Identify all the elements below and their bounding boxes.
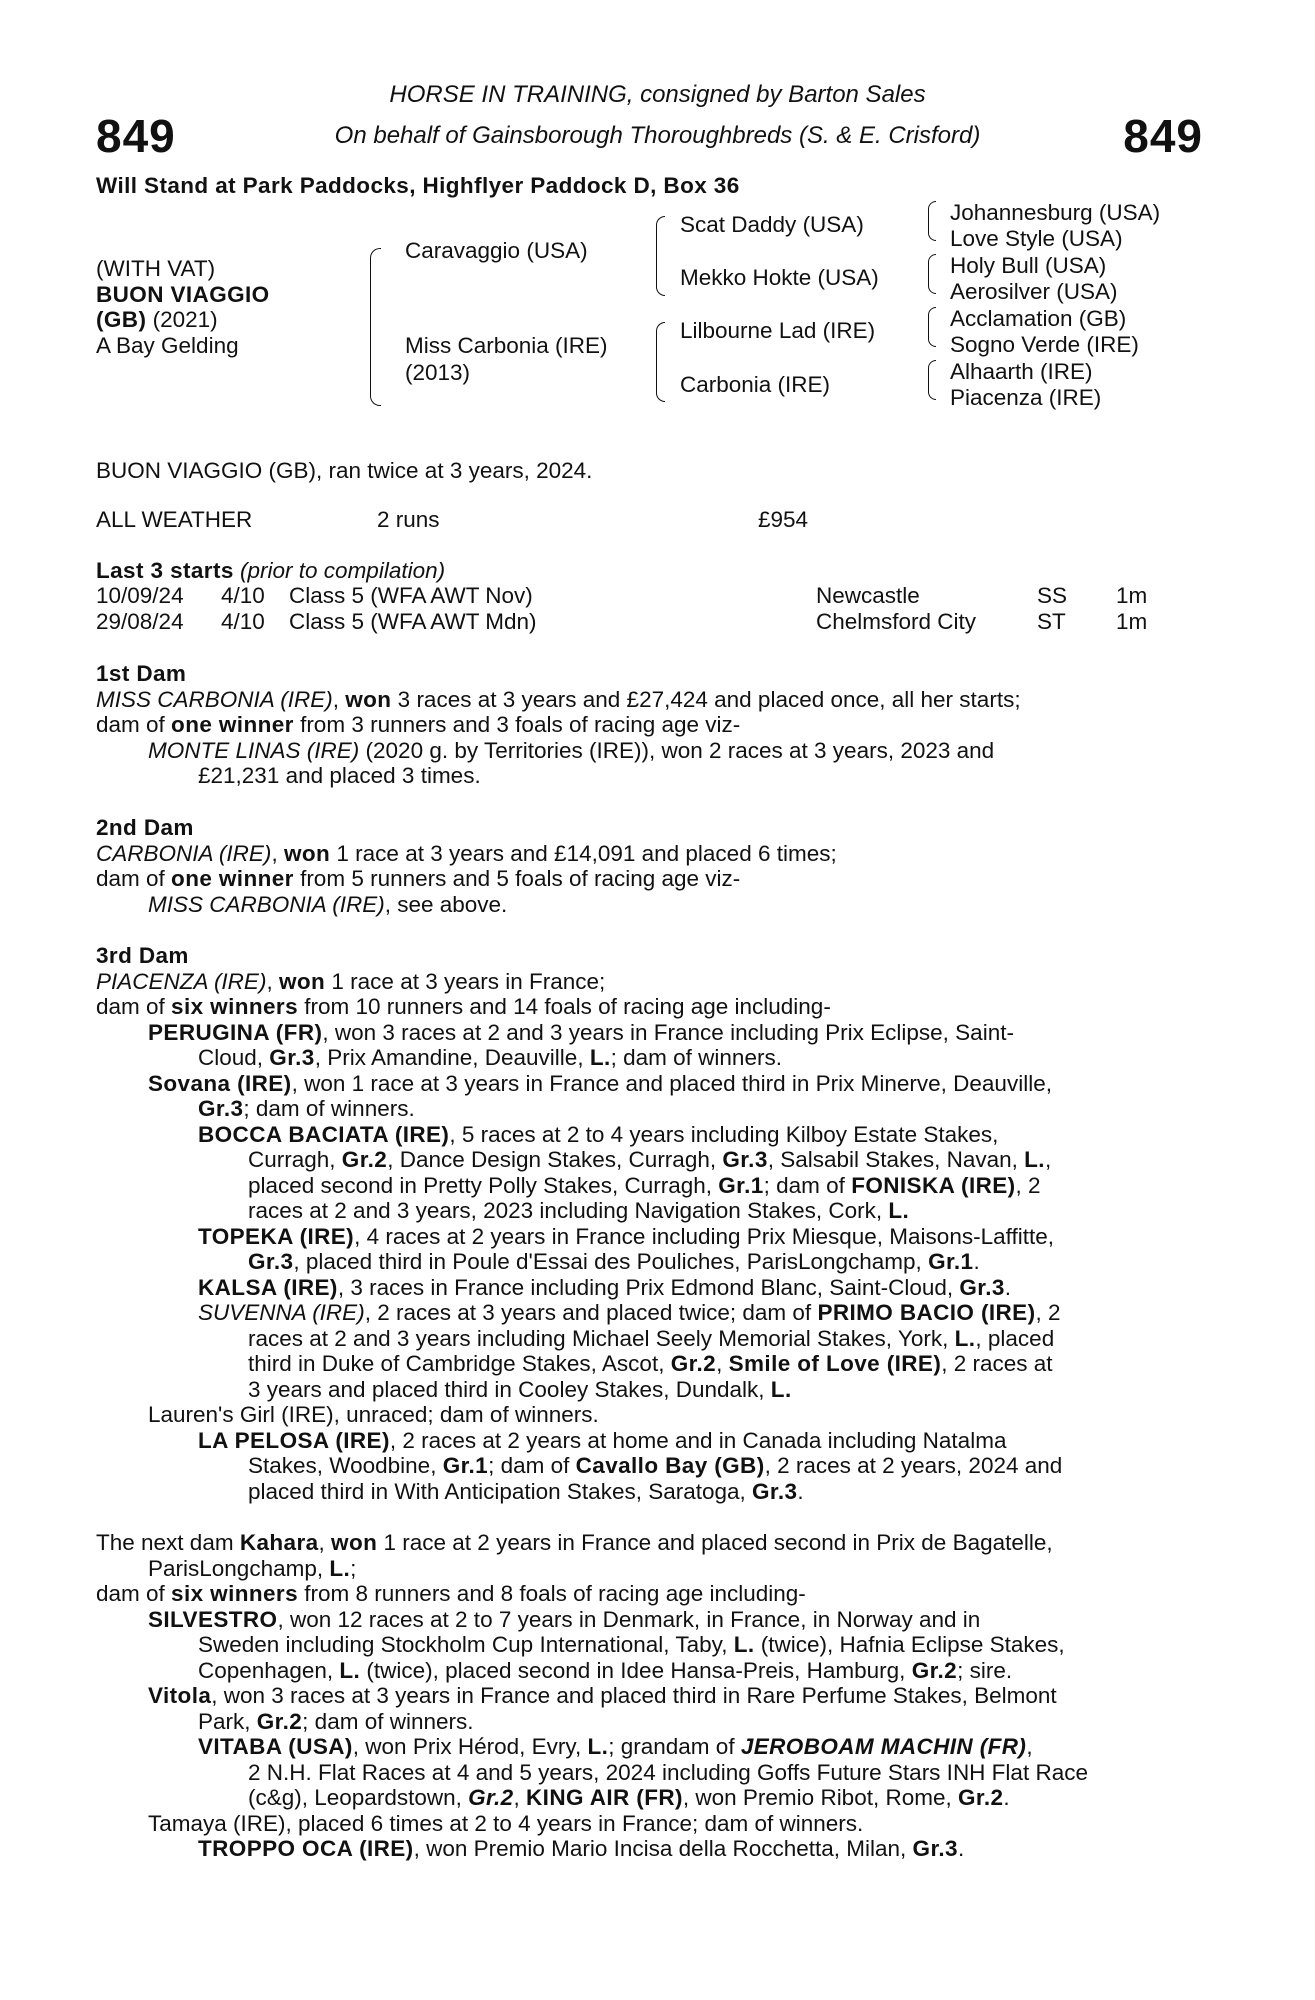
start-race: Class 5 (WFA AWT Mdn) [289, 609, 537, 634]
pedigree-dam-sire: Lilbourne Lad (IRE) [680, 318, 876, 343]
pedigree-brace-main [370, 248, 381, 406]
stand-location: Will Stand at Park Paddocks, Highflyer Paddock D, Box 36 [96, 173, 740, 198]
gen3-4: Aerosilver (USA) [950, 279, 1118, 304]
sale-title: HORSE IN TRAINING, consigned by Barton Sales [389, 81, 926, 108]
start-course: Chelmsford City [816, 609, 977, 634]
pedigree-dam-dam: Carbonia (IRE) [680, 372, 831, 397]
gen3-8: Piacenza (IRE) [950, 385, 1102, 410]
horse-year: (2021) [152, 307, 218, 332]
second-dam-section: 2nd Dam CARBONIA (IRE), won 1 race at 3 years and £14,091 and placed 6 times; dam of one winner from 5 runners and 5 foals of racing age viz- MISS CARBONIA (IRE), see above. [96, 815, 1200, 917]
second-dam-heading: 2nd Dam [96, 815, 194, 840]
start-going: SS [1037, 583, 1068, 608]
horse-description: A Bay Gelding [96, 332, 239, 358]
pedigree-dam: Miss Carbonia (IRE) [405, 333, 608, 358]
horse-name: BUON VIAGGIO [96, 281, 270, 307]
start-distance: 1m [1116, 609, 1148, 634]
sire-brace [656, 216, 665, 296]
start-course: Newcastle [816, 583, 920, 608]
gen3-3: Holy Bull (USA) [950, 253, 1107, 278]
gen3-2: Love Style (USA) [950, 226, 1123, 251]
gen3-1: Johannesburg (USA) [950, 200, 1161, 225]
pedigree-dam-year: (2013) [405, 360, 471, 385]
dam-brace [656, 322, 665, 402]
first-dam-section: 1st Dam MISS CARBONIA (IRE), won 3 races at 3 years and £27,424 and placed once, all her starts; dam of one winner from 3 runners and 3 foals of racing age viz- MONTE LINAS (IRE) (2020 g. by Territories (IRE)), won 2 races at 3 years, 2023 and £21,231 and placed 3 times. [96, 661, 1200, 789]
lot-number-left: 849 [96, 110, 176, 162]
start-going: ST [1037, 609, 1066, 634]
third-dam-heading: 3rd Dam [96, 943, 189, 968]
pedigree-sire-dam: Mekko Hokte (USA) [680, 265, 879, 290]
pedigree-sire: Caravaggio (USA) [405, 238, 588, 263]
lot-number-right: 849 [1123, 110, 1203, 162]
start-race: Class 5 (WFA AWT Nov) [289, 583, 533, 608]
start-position: 4/10 [221, 609, 265, 634]
next-dam-section: The next dam Kahara, won 1 race at 2 years in France and placed second in Prix de Bagatelle, ParisLongchamp, L.; dam of six winners from 8 runners and 8 foals of racing age including- SILVESTRO, won 12 races at 2 to 7 years in Denmark, in France, in Norway and in Sweden including Stockholm Cup International, Taby, L. (twice), Hafnia Eclipse Stakes, Copenhagen, L. (twice), placed second in Idee Hansa-Preis, Hamburg, Gr.2; sire. Vitola, won 3 races at 3 years in France and placed third in Rare Perfume Stakes, Belmont Park, Gr.2; dam of winners. VITABA (USA), won Prix Hérod, Evry, L.; grandam of JEROBOAM MACHIN (FR), 2 N.H. Flat Races at 4 and 5 years, 2024 including Goffs Future Stars INH Flat Race (c&g), Leopardstown, Gr.2, KING AIR (FR), won Premio Ribot, Rome, Gr.2. Tamaya (IRE), placed 6 times at 2 to 4 years in France; dam of winners. TROPPO OCA (IRE), won Premio Mario Incisa della Rocchetta, Milan, Gr.3. [96, 1530, 1088, 1861]
record-surface: ALL WEATHER [96, 507, 253, 532]
last-starts-heading: Last 3 starts (prior to compilation) [96, 558, 446, 583]
gen3-brace-4 [928, 360, 936, 400]
gen3-7: Alhaarth (IRE) [950, 359, 1093, 384]
vat-label: (WITH VAT) [96, 256, 216, 281]
third-dam-section: 3rd Dam PIACENZA (IRE), won 1 race at 3 years in France; dam of six winners from 10 runners and 14 foals of racing age including- PERUGINA (FR), won 3 races at 2 and 3 years in France including Prix Eclipse, Saint- Cloud, Gr.3, Prix Amandine, Deauville, L.; dam of winners. Sovana (IRE), won 1 race at 3 years in France and placed third in Prix Minerve, Deauville, Gr.3; dam of winners. BOCCA BACIATA (IRE), 5 races at 2 to 4 years including Kilboy Estate Stakes, Curragh, Gr.2, Dance Design Stakes, Curragh, Gr.3, Salsabil Stakes, Navan, L., placed second in Pretty Polly Stakes, Curragh, Gr.1; dam of FONISKA (IRE), 2 races at 2 and 3 years, 2023 including Navigation Stakes, Cork, L. TOPEKA (IRE), 4 races at 2 years in France including Prix Miesque, Maisons-Laffitte, Gr.3, placed third in Poule d'Essai des Pouliches, ParisLongchamp, Gr.1. KALSA (IRE), 3 races in France including Prix Edmond Blanc, Saint-Cloud, Gr.3. SUVENNA (IRE), 2 races at 3 years and placed twice; dam of PRIMO BACIO (IRE), 2 races at 2 and 3 years including Michael Seely Memorial Stakes, York, L., placed third in Duke of Cambridge Stakes, Ascot, Gr.2, Smile of Love (IRE), 2 races at 3 years and placed third in Cooley Stakes, Dundalk, L. Lauren's Girl (IRE), unraced; dam of winners. LA PELOSA (IRE), 2 races at 2 years at home and in Canada including Natalma Stakes, Woodbine, Gr.1; dam of Cavallo Bay (GB), 2 races at 2 years, 2024 and placed third in With Anticipation Stakes, Saratoga, Gr.3. [96, 943, 1200, 1504]
horse-id [96, 256, 396, 358]
start-date: 10/09/24 [96, 583, 184, 608]
start-date: 29/08/24 [96, 609, 184, 634]
horse-country: (GB) [96, 307, 147, 332]
first-dam-heading: 1st Dam [96, 661, 187, 686]
race-summary: BUON VIAGGIO (GB), ran twice at 3 years, 2024. [96, 458, 593, 483]
gen3-6: Sogno Verde (IRE) [950, 332, 1139, 357]
start-position: 4/10 [221, 583, 265, 608]
gen3-brace-1 [928, 201, 936, 241]
record-earnings: £954 [758, 507, 809, 532]
record-runs: 2 runs [377, 507, 440, 532]
gen3-brace-2 [928, 254, 936, 294]
gen3-brace-3 [928, 307, 936, 347]
pedigree-sire-sire: Scat Daddy (USA) [680, 212, 864, 237]
consignor-line: On behalf of Gainsborough Thoroughbreds (S. & E. Crisford) [334, 122, 981, 149]
start-distance: 1m [1116, 583, 1148, 608]
gen3-5: Acclamation (GB) [950, 306, 1127, 331]
